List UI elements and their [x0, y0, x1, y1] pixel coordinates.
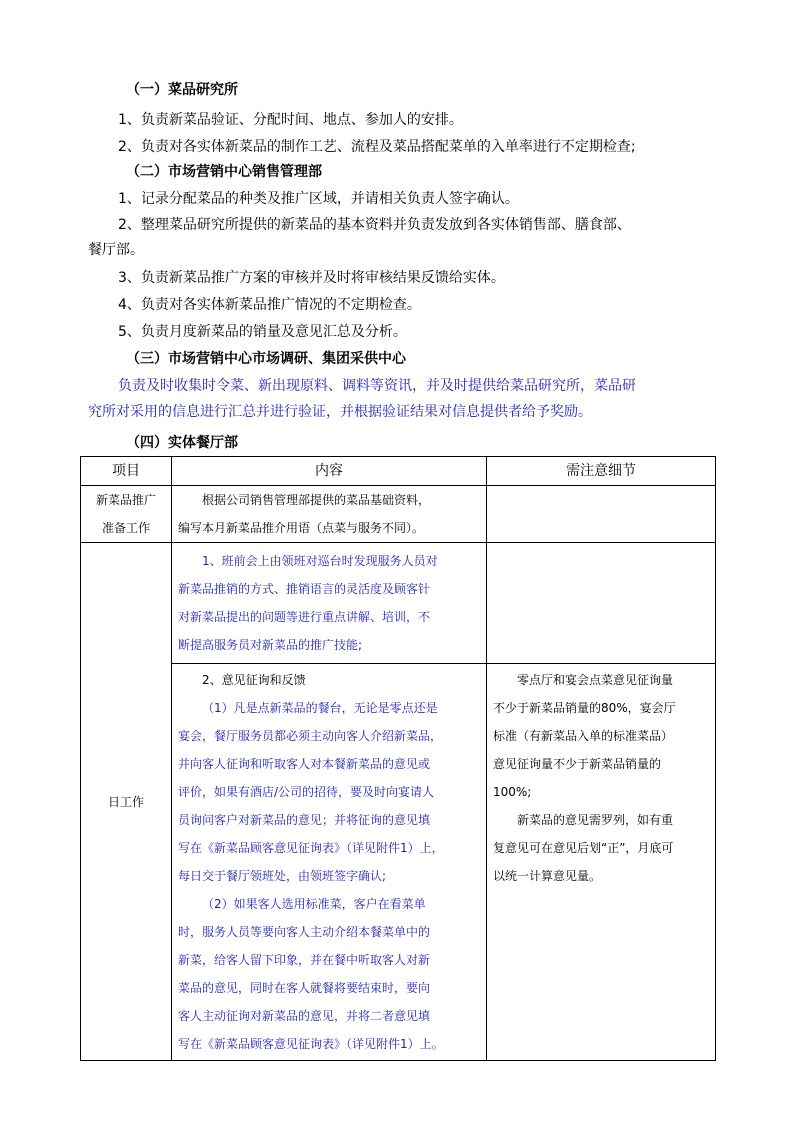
row2-c2-p2-line: 菜品的意见，同时在客人就餐将要结束时，要向 — [178, 981, 431, 995]
section-heading-4: （四）实体餐厅部 — [126, 435, 238, 451]
row2-c2-p2-line: 写在《新菜品顾客意见征询表》（详见附件1）上。 — [178, 1037, 444, 1051]
section-2-item-2: 2、整理菜品研究所提供的新菜品的基本资料并负责发放到各实体销售部、膳食部、 — [118, 217, 631, 233]
section-1-item-2: 2、负责对各实体新菜品的制作工艺、流程及菜品搭配菜单的入单率进行不定期检查; — [118, 139, 636, 155]
table-row — [81, 543, 716, 664]
row2-c1-line: 断提高服务员对新菜品的推广技能; — [178, 638, 363, 652]
row2-c2-p1-line: （1）凡是点新菜品的餐台，无论是零点还是 — [202, 701, 438, 715]
section-1-item-1: 1、负责新菜品验证、分配时间、地点、参加人的安排。 — [118, 112, 463, 128]
section-2-item-1: 1、记录分配菜品的种类及推广区域，并请相关负责人签字确认。 — [118, 191, 519, 207]
header-item: 项目 — [81, 457, 172, 486]
header-content: 内容 — [172, 457, 487, 486]
section-heading-1: （一）菜品研究所 — [126, 82, 238, 98]
row1-notes-cell — [487, 486, 716, 543]
section-2-item-4: 4、负责对各实体新菜品推广情况的不定期检查。 — [118, 297, 421, 313]
section-2-item-5: 5、负责月度新菜品的销量及意见汇总及分析。 — [118, 324, 407, 340]
row2-note-line: 以统一计算意见量。 — [493, 869, 602, 883]
section-heading-3: （三）市场营销中心市场调研、集团采供中心 — [126, 351, 406, 367]
row1-item-line2: 准备工作 — [101, 521, 150, 535]
table-header-row — [81, 457, 716, 486]
row1-content-line2: 编写本月新菜品推介用语（点菜与服务不同）。 — [178, 521, 425, 535]
section-3-paragraph-cont: 究所对采用的信息进行汇总并进行验证，并根据验证结果对信息提供者给予奖励。 — [88, 404, 592, 420]
section-2-item-3: 3、负责新菜品推广方案的审核并及时将审核结果反馈给实体。 — [118, 270, 505, 286]
row1-content-line1: 根据公司销售管理部提供的菜品基础资料， — [202, 493, 431, 507]
row1-item-cell — [81, 486, 172, 543]
row2-item-cell: 日工作 — [81, 543, 172, 1061]
row2-note-line: 零点厅和宴会点菜意见征询量 — [517, 673, 674, 687]
row2-c2-p1-line: 评价，如果有酒店/公司的招待，要及时向宴请人 — [178, 785, 435, 799]
row2-note-line: 不少于新菜品销量的80%，宴会厅 — [493, 701, 676, 715]
row2-c1-line: 1、班前会上由领班对巡台时发现服务人员对 — [202, 554, 438, 568]
row2-c2-p1-line: 写在《新菜品顾客意见征询表》（详见附件1）上， — [178, 841, 444, 855]
row2-note-line: 意见征询量不少于新菜品销量的 — [493, 757, 662, 771]
row2-c2-p1-line: 员询问客户对新菜品的意见；并将征询的意见填 — [178, 813, 431, 827]
header-notes: 需注意细节 — [487, 457, 716, 486]
row2-c1-line: 对新菜品提出的问题等进行重点讲解、培训，不 — [178, 610, 431, 624]
row2-notes-cell-2 — [487, 664, 716, 1061]
section-heading-2: （二）市场营销中心销售管理部 — [126, 164, 322, 180]
row2-c1-line: 新菜品推销的方式、推销语言的灵活度及顾客针 — [178, 582, 431, 596]
row2-c2-p1-line: 每日交于餐厅领班处，由领班签字确认; — [178, 869, 387, 883]
row2-c2-title: 2、意见征询和反馈 — [202, 673, 306, 687]
row1-item-line1: 新菜品推广 — [95, 493, 156, 507]
row2-c2-p2-line: 新菜，给客人留下印象，并在餐中听取客人对新 — [178, 953, 431, 967]
table-row — [81, 664, 716, 1061]
row2-c2-p1-line: 宴会，餐厅服务员都必须主动向客人介绍新菜品， — [178, 729, 443, 743]
row2-content-cell-1 — [172, 543, 487, 664]
row2-c2-p2-line: （2）如果客人选用标准菜，客户在看菜单 — [202, 897, 426, 911]
row1-content-cell — [172, 486, 487, 543]
work-table — [80, 456, 716, 1061]
row2-c2-p2-line: 客人主动征询对新菜品的意见，并将二者意见填 — [178, 1009, 431, 1023]
row2-note-line: 新菜品的意见需罗列，如有重 — [517, 813, 674, 827]
row2-notes-cell-1 — [487, 543, 716, 664]
row2-note-line: 复意见可在意见后划“正”，月底可 — [493, 841, 674, 855]
section-2-item-2-cont: 餐厅部。 — [88, 242, 144, 258]
row2-content-cell-2 — [172, 664, 487, 1061]
row2-c2-p1-line: 并向客人征询和听取客人对本餐新菜品的意见或 — [178, 757, 431, 771]
row2-note-line: 标准（有新菜品入单的标准菜品） — [493, 729, 674, 743]
table-row — [81, 486, 716, 543]
row2-c2-p2-line: 时，服务人员等要向客人主动介绍本餐菜单中的 — [178, 925, 431, 939]
row2-note-line: 100%; — [493, 785, 532, 799]
section-3-paragraph: 负责及时收集时令菜、新出现原料、调料等资讯，并及时提供给菜品研究所，菜品研 — [118, 378, 636, 394]
